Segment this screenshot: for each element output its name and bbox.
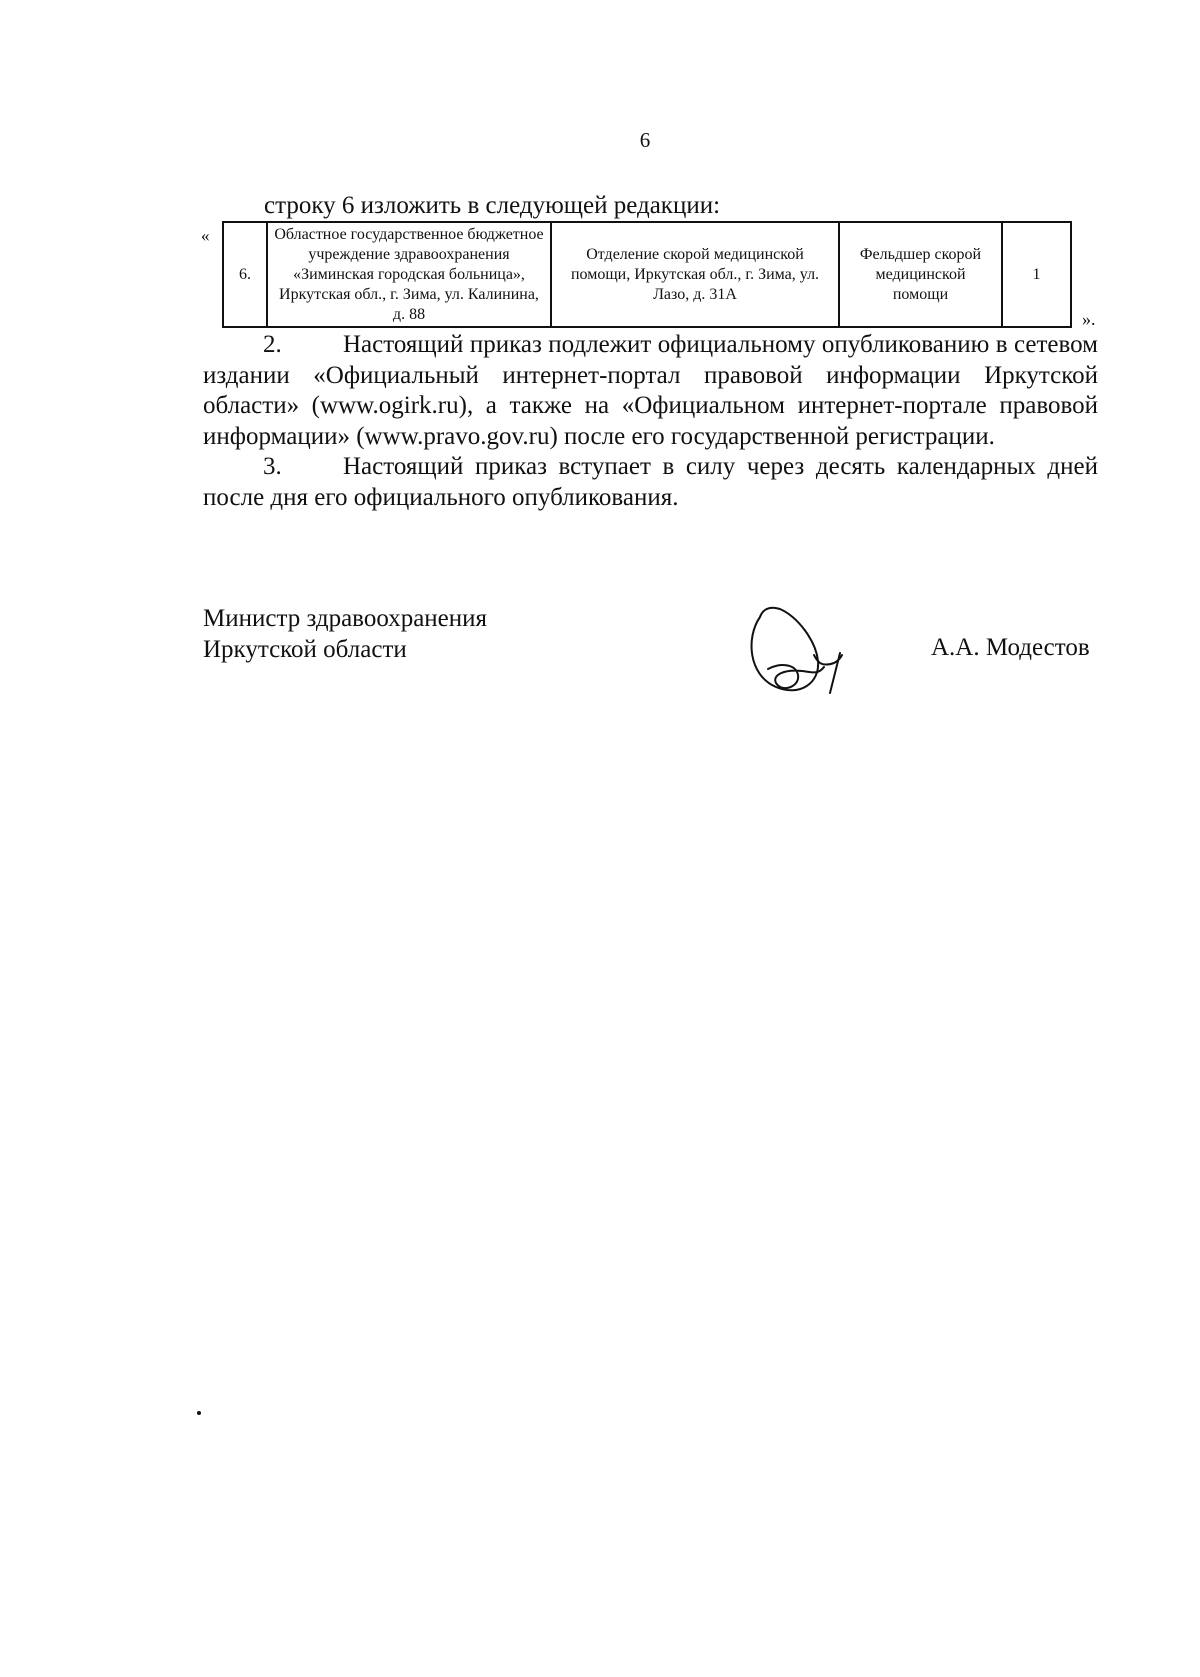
signer-title-line2: Иркутской области — [203, 635, 407, 663]
clause-2 — [203, 330, 1098, 452]
clause-2-number: 2. — [263, 331, 282, 358]
signer-title — [203, 604, 487, 665]
clause-3 — [203, 452, 1098, 513]
signer-title-line1: Министр здравоохранения — [203, 605, 488, 632]
clause-3-number: 3. — [263, 453, 282, 480]
clause-2-text: Настоящий приказ подлежит официальному опубликованию в сетевом издании «Официальный интернет-портал правовой информации Иркутской области» (www.ogirk.ru), а также на «Официальном интернет-портале правовой информации» (www.pravo.gov.ru) после его государственной регистрации. — [203, 331, 1098, 450]
table-row — [223, 222, 1071, 327]
department-cell: Отделение скорой медицинской помощи, Иркутская обл., г. Зима, ул. Лазо, д. 31А — [551, 222, 839, 327]
row-number-cell: 6. — [223, 222, 267, 327]
organization-cell: Областное государственное бюджетное учреждение здравоохранения «Зиминская городская больница», Иркутская обл., г. Зима, ул. Калинина, д. 88 — [267, 222, 551, 327]
clause-3-text: Настоящий приказ вступает в силу через десять календарных дней после дня его официального опубликования. — [203, 453, 1098, 511]
signer-name: А.А. Модестов — [931, 634, 1090, 661]
intro-line: строку 6 изложить в следующей редакции: — [264, 192, 721, 219]
order-clauses — [203, 330, 1098, 513]
position-cell: Фельдшер скорой медицинской помощи — [839, 222, 1002, 327]
stray-dot — [197, 1411, 201, 1415]
quote-close: ». — [1082, 309, 1096, 329]
quantity-cell: 1 — [1002, 222, 1071, 327]
edited-row-table — [222, 221, 1072, 328]
quote-open: « — [201, 226, 210, 245]
page-number: 6 — [639, 128, 651, 152]
signature-image — [738, 597, 868, 702]
